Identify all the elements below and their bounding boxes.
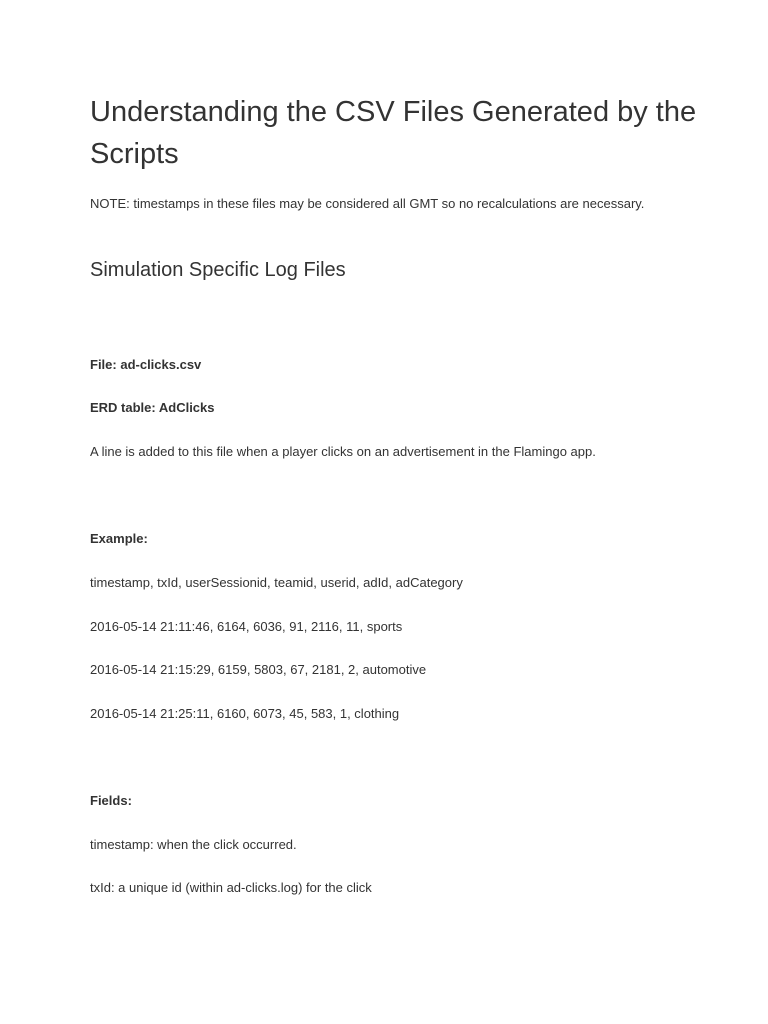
document-title: Understanding the CSV Files Generated by the Scripts bbox=[90, 96, 697, 170]
field-description: txId: a unique id (within ad-clicks.log) for the click bbox=[90, 880, 372, 895]
field-description: timestamp: when the click occurred. bbox=[90, 837, 297, 852]
timestamp-note: NOTE: timestamps in these files may be considered all GMT so no recalculations are necessary. bbox=[90, 196, 645, 211]
file-label: File: ad-clicks.csv bbox=[90, 357, 202, 372]
example-header-line: timestamp, txId, userSessionid, teamid, userid, adId, adCategory bbox=[90, 575, 463, 590]
section-heading: Simulation Specific Log Files bbox=[90, 259, 346, 281]
erd-table-label: ERD table: AdClicks bbox=[90, 400, 215, 415]
file-description: A line is added to this file when a player clicks on an advertisement in the Flamingo app. bbox=[90, 444, 596, 459]
example-line: 2016-05-14 21:15:29, 6159, 5803, 67, 2181, 2, automotive bbox=[90, 662, 427, 677]
example-label: Example: bbox=[90, 531, 148, 546]
example-line: 2016-05-14 21:25:11, 6160, 6073, 45, 583, 1, clothing bbox=[90, 706, 400, 721]
fields-label: Fields: bbox=[90, 793, 132, 808]
example-line: 2016-05-14 21:11:46, 6164, 6036, 91, 2116, 11, sports bbox=[90, 619, 403, 634]
